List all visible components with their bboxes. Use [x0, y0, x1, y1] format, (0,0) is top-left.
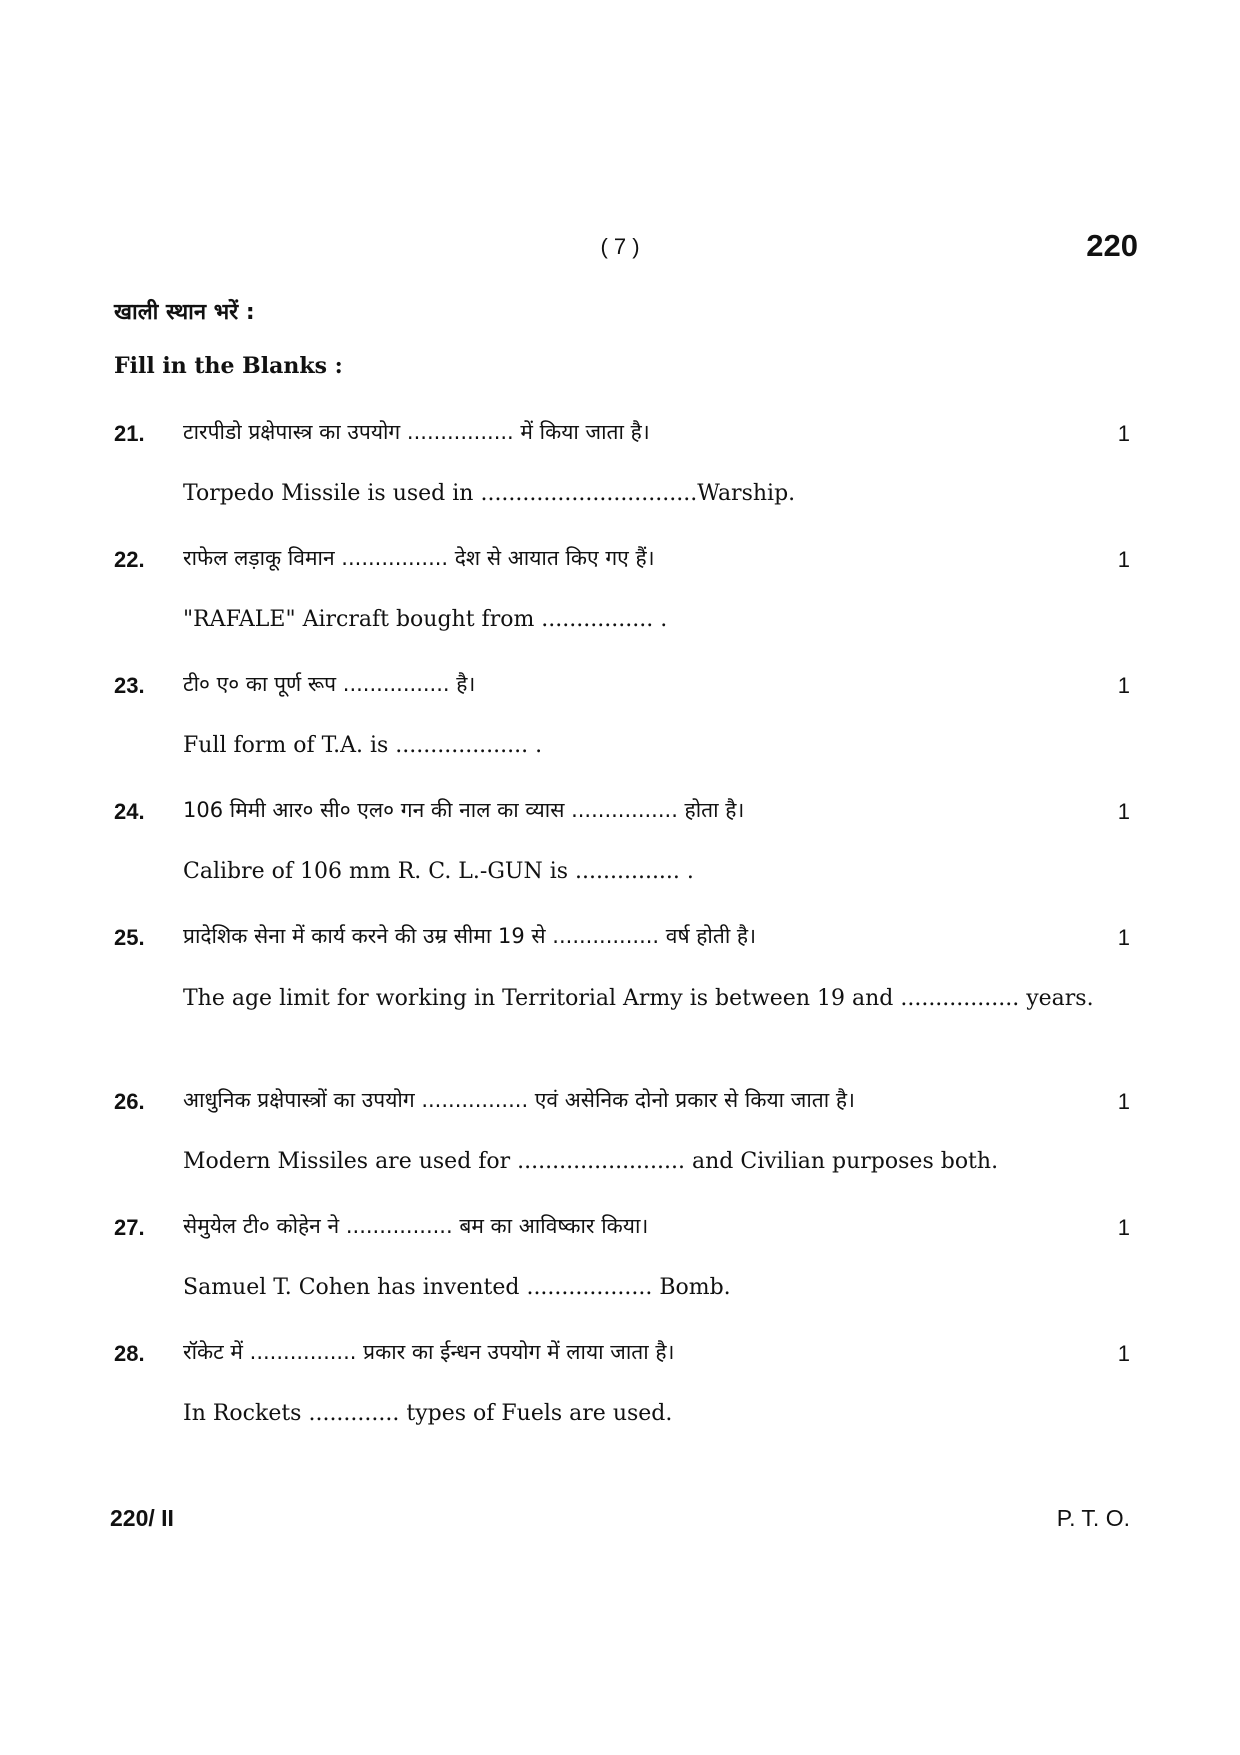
question-text-english: The age limit for working in Territorial Army is between 19 and ................. years. — [183, 986, 1094, 1011]
question-text-hindi: रॉकेट में ................ प्रकार का ईन्धन उपयोग में लाया जाता है। — [183, 1340, 675, 1364]
question-marks: 1 — [1117, 799, 1130, 824]
question-text-hindi: सेमुयेल टी० कोहेन ने ................ बम का आविष्कार किया। — [183, 1214, 649, 1238]
footer-paper-code: 220/ II — [110, 1505, 174, 1531]
question-number: 21. — [114, 421, 145, 446]
question-marks: 1 — [1117, 925, 1130, 950]
question-text-english: Torpedo Missile is used in ...............................Warship. — [183, 481, 796, 506]
question-marks: 1 — [1117, 1215, 1130, 1240]
question-number: 25. — [114, 925, 145, 950]
question-number: 28. — [114, 1341, 145, 1366]
question-text-english: Full form of T.A. is ................... . — [183, 733, 543, 758]
question-text-english: In Rockets ............. types of Fuels are used. — [183, 1401, 673, 1426]
question-text-english: "RAFALE" Aircraft bought from ................ . — [183, 607, 668, 632]
paper-code: 220 — [1086, 228, 1138, 263]
section-title-english: Fill in the Blanks : — [114, 353, 343, 379]
question-text-hindi: राफेल लड़ाकू विमान ................ देश से आयात किए गए हैं। — [183, 546, 655, 570]
question-text-hindi: प्रादेशिक सेना में कार्य करने की उम्र सीमा 19 से ................ वर्ष होती है। — [183, 924, 757, 948]
footer-pto: P. T. O. — [1056, 1505, 1130, 1531]
question-text-hindi: आधुनिक प्रक्षेपास्त्रों का उपयोग ................ एवं असेनिक दोनो प्रकार से किया जाता है। — [183, 1088, 855, 1112]
question-number: 26. — [114, 1089, 145, 1114]
question-marks: 1 — [1117, 1341, 1130, 1366]
question-number: 27. — [114, 1215, 145, 1240]
question-number: 22. — [114, 547, 145, 572]
question-text-english: Modern Missiles are used for ........................ and Civilian purposes both. — [183, 1149, 999, 1174]
question-text-english: Calibre of 106 mm R. C. L.-GUN is ............... . — [183, 859, 694, 884]
question-marks: 1 — [1117, 1089, 1130, 1114]
question-text-english: Samuel T. Cohen has invented .................. Bomb. — [183, 1275, 731, 1300]
question-number: 24. — [114, 799, 145, 824]
question-text-hindi: 106 मिमी आर० सी० एल० गन की नाल का व्यास ................ होता है। — [183, 798, 745, 822]
question-marks: 1 — [1117, 673, 1130, 698]
question-number: 23. — [114, 673, 145, 698]
question-text-hindi: टी० ए० का पूर्ण रूप ................ है। — [183, 672, 476, 696]
section-title-hindi: खाली स्थान भरें : — [114, 300, 255, 325]
question-marks: 1 — [1117, 547, 1130, 572]
question-marks: 1 — [1117, 421, 1130, 446]
page-number: ( 7 ) — [600, 234, 640, 259]
question-text-hindi: टारपीडो प्रक्षेपास्त्र का उपयोग ................ में किया जाता है। — [183, 420, 650, 444]
